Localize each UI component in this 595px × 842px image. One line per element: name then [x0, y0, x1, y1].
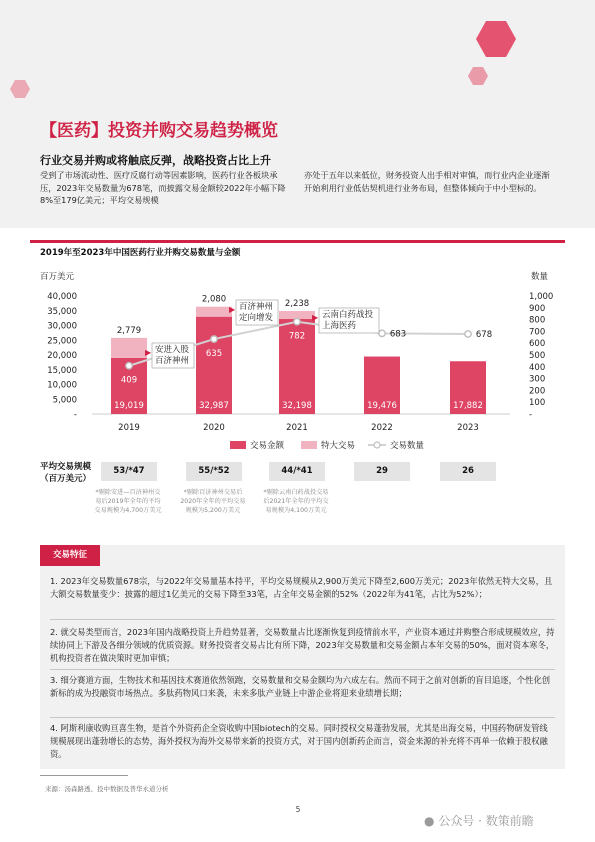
feature-item-4: 4. 阿斯利康收购亘喜生物，是首个外资药企全资收购中国biotech的交易。同时授权交易蓬勃发展，尤其是出海交易，中国药物研发管线规模展现出蓬勃增长的态势，海外授权为海外交易带来新的投资方式，对于国内创新药企而言，资金来源的补充将不再单一依赖于股权融资。: [50, 723, 548, 759]
page-subtitle: 行业交易并购或将触底反弹，战略投资占比上升: [40, 154, 271, 167]
line-value-label: 409: [120, 375, 138, 386]
right-axis-unit: 数量: [531, 272, 549, 282]
annotation-arrow-icon: ▶: [229, 305, 236, 314]
bar-deal-amount-2020: [196, 317, 232, 414]
page-number: 5: [295, 805, 301, 814]
left-tick-label: 15,000: [47, 365, 77, 376]
right-tick-label: 800: [529, 315, 546, 326]
left-tick-label: 30,000: [47, 321, 77, 332]
annotation-text: 上海医药: [322, 321, 357, 331]
chart-top-rule: [30, 240, 565, 243]
bar-value-label: 19,476: [367, 401, 397, 411]
legend-swatch-amount: [230, 441, 246, 449]
line-value-label: 683: [389, 329, 407, 340]
legend-label: 特大交易: [321, 441, 356, 451]
left-tick-label: 25,000: [47, 336, 77, 347]
x-tick-label: 2023: [457, 423, 479, 433]
legend-point-count: [374, 442, 380, 448]
right-tick-label: 500: [529, 351, 546, 361]
line-point-2023: [465, 331, 471, 337]
x-tick-label: 2021: [286, 423, 308, 433]
bar-special-deal-2020: [196, 307, 232, 317]
right-tick-label: -: [529, 410, 533, 420]
line-point-2020: [211, 336, 217, 342]
annotation-text: 安进入股: [155, 345, 190, 355]
bar-value-label: 32,987: [199, 401, 229, 411]
page-title: 【医药】投资并购交易趋势概览: [40, 121, 278, 141]
annotation-text: 云南白药战投: [322, 310, 374, 320]
feature-item-2: 2. 就交易类型而言，2023年国内战略投资上升趋势显著，交易数量占比逐渐恢复到疫情前水平，产业资本通过并购整合形成规模效应，持续协同上下游及各细分领域的优质资源。财务投资者交易占比有所下降，2023年交易数量和交易金额占本年交易的50%，面对资本寒冬，机构投资者在做决策时更加审慎；: [50, 627, 555, 663]
right-tick-label: 300: [529, 374, 546, 385]
feature-item-1: 1. 2023年交易数量678宗，与2022年交易量基本持平，平均交易规模从2,900万美元下降至2,600万美元；2023年依然无特大交易，且大额交易数量变少：披露的超过1亿美元的交易下降至33笔，占全年交易金额的52%（2022年为41笔，占比为52%）；: [50, 576, 553, 599]
intro-paragraph-left: 受到了市场流动性、医疗反腐行动等因素影响，医药行业各板块承压，2023年交易数量为678笔，而披露交易金额较2022年小幅下降8%至179亿美元；平均交易规模: [40, 170, 286, 205]
feature-divider: [50, 619, 555, 620]
annotation-text: 定向增发: [239, 313, 274, 323]
bar-value-label: 32,198: [282, 401, 312, 411]
x-tick-label: 2022: [371, 423, 393, 433]
left-axis-unit: 百万美元: [40, 272, 75, 282]
watermark-text: 公众号 · 数策前瞻: [438, 814, 534, 828]
source-divider: [40, 775, 128, 776]
avg-size-2022: 29: [354, 462, 410, 481]
intro-paragraph-right: 亦处于五年以来低位，财务投资人出手相对审慎，而行业内企业逐渐开始利用行业低估契机进行业务布局，但整体倾向于中小型标的。: [304, 170, 550, 193]
annotation-text: 百济神州: [155, 356, 190, 366]
avg-size-label: [40, 461, 91, 485]
annotation-arrow-icon: ▶: [312, 313, 319, 322]
feature-divider: [50, 669, 555, 670]
line-point-2021: [294, 319, 300, 325]
line-value-label: 782: [288, 331, 306, 342]
legend-label: 交易金额: [250, 441, 285, 451]
right-tick-label: 600: [529, 339, 546, 350]
footnote-2020: *剔除百济神州交易后2020年全年的平均交易规模为5,200万美元: [180, 489, 246, 514]
features-tag: 交易特征: [40, 545, 100, 566]
line-point-2022: [379, 330, 385, 336]
line-value-label: 678: [475, 329, 493, 340]
left-tick-label: 35,000: [47, 306, 77, 317]
left-tick-label: 10,000: [47, 380, 77, 391]
avg-size-2023: 26: [440, 462, 496, 481]
left-tick-label: 5,000: [52, 395, 77, 406]
annotation-text: 百济神州: [239, 302, 274, 312]
bar-total-label: 2,080: [201, 294, 227, 305]
feature-divider: [50, 717, 555, 718]
left-tick-label: 20,000: [47, 351, 77, 361]
bar-value-label: 19,019: [114, 401, 144, 411]
avg-size-2021: 44/*41: [269, 462, 325, 481]
left-tick-label: 40,000: [47, 292, 77, 302]
left-tick-label: -: [73, 410, 77, 420]
bar-total-label: 2,779: [116, 325, 142, 336]
right-tick-label: 400: [529, 362, 546, 373]
avg-size-2019: 53/*47: [101, 462, 157, 481]
avg-size-label-line2: （百万美元）: [40, 474, 92, 484]
avg-size-2020: 55/*52: [186, 462, 242, 481]
bar-total-label: 2,238: [284, 299, 310, 310]
avg-size-label-line1: 平均交易规模: [40, 462, 92, 472]
footnote-2021: *剔除云南白药战投交易后2021年全年的平均交易规模为4,100万美元: [263, 489, 329, 514]
bar-value-label: 17,882: [453, 401, 483, 411]
right-tick-label: 700: [529, 327, 546, 338]
right-tick-label: 100: [529, 398, 546, 409]
source-note: 来源：汤森路透、投中数据及普华永道分析: [45, 785, 169, 793]
legend-swatch-special: [301, 441, 317, 449]
bar-special-deal-2019: [111, 338, 147, 358]
right-tick-label: 200: [529, 386, 546, 397]
line-point-2019: [126, 363, 132, 369]
x-tick-label: 2020: [203, 423, 225, 433]
footnote-2019: *剔除安进—百济神州交易后2019年全年的平均交易规模为4,700万美元: [94, 489, 162, 514]
bar-special-deal-2021: [279, 311, 315, 319]
legend-label: 交易数量: [390, 441, 425, 451]
right-tick-label: 1,000: [529, 292, 554, 302]
watermark: [424, 812, 534, 829]
right-tick-label: 900: [529, 303, 546, 314]
annotation-arrow-icon: ▶: [145, 348, 152, 357]
feature-item-3: 3. 细分赛道方面，生物技术和基因技术赛道依然领跑，交易数量和交易金额均为六成左右。然而不同于之前对创新的盲目追逐，个性化创新标的成为投融资市场热点。多肽药物风口来袭，未来多肽产业链上中游企业将迎来业绩增长期；: [50, 675, 551, 698]
chart-title: 2019年至2023年中国医药行业并购交易数量与金额: [40, 248, 241, 258]
line-value-label: 635: [205, 349, 223, 360]
wechat-icon: ●: [424, 814, 435, 828]
bar-line-chart: [0, 280, 595, 460]
x-tick-label: 2019: [118, 423, 140, 433]
